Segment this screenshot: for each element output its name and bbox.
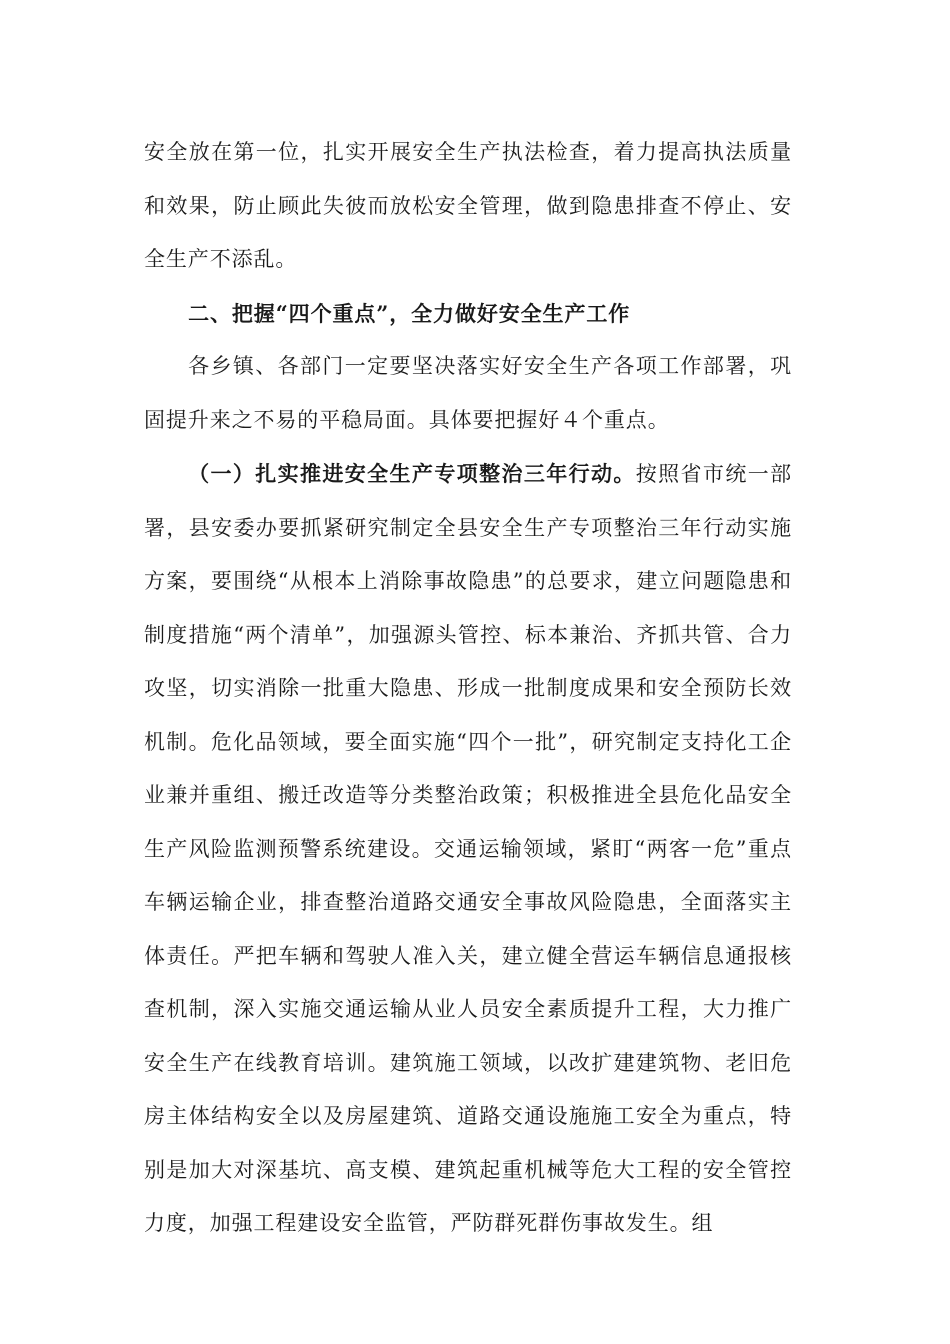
- paragraph-item-one: [144, 447, 792, 1251]
- item-one-title: （一）扎实推进安全生产专项整治三年行动。: [188, 461, 636, 486]
- section-heading: 二、把握“四个重点”，全力做好安全生产工作: [188, 300, 631, 326]
- paragraph-continued: 安全放在第一位，扎实开展安全生产执法检查，着力提高执法质量和效果，防止顾此失彼而放松安全管理，做到隐患排查不停止、安全生产不添乱。: [144, 140, 792, 271]
- item-one-body: 按照省市统一部署，县安委办要抓紧研究制定全县安全生产专项整治三年行动实施方案，要围绕“从根本上消除事故隐患”的总要求，建立问题隐患和制度措施“两个清单”，加强源头管控、标本兼治、齐抓共管、合力攻坚，切实消除一批重大隐患、形成一批制度成果和安全预防长效机制。危化品领域，要全面实施“四个一批”，研究制定支持化工企业兼并重组、搬迁改造等分类整治政策；积极推进全县危化品安全生产风险监测预警系统建设。交通运输领域，紧盯“两客一危”重点车辆运输企业，排查整治道路交通安全事故风险隐患，全面落实主体责任。严把车辆和驾驶人准入关，建立健全营运车辆信息通报核查机制，深入实施交通运输从业人员安全素质提升工程，大力推广安全生产在线教育培训。建筑施工领域，以改扩建建筑物、老旧危房主体结构安全以及房屋建筑、道路交通设施施工安全为重点，特别是加大对深基坑、高支模、建筑起重机械等危大工程的安全管控力度，加强工程建设安全监管，严防群死群伤事故发生。组: [144, 462, 792, 1235]
- paragraph-intro: 各乡镇、各部门一定要坚决落实好安全生产各项工作部署，巩固提升来之不易的平稳局面。具体要把握好４个重点。: [144, 354, 792, 432]
- document-page: [144, 126, 792, 1251]
